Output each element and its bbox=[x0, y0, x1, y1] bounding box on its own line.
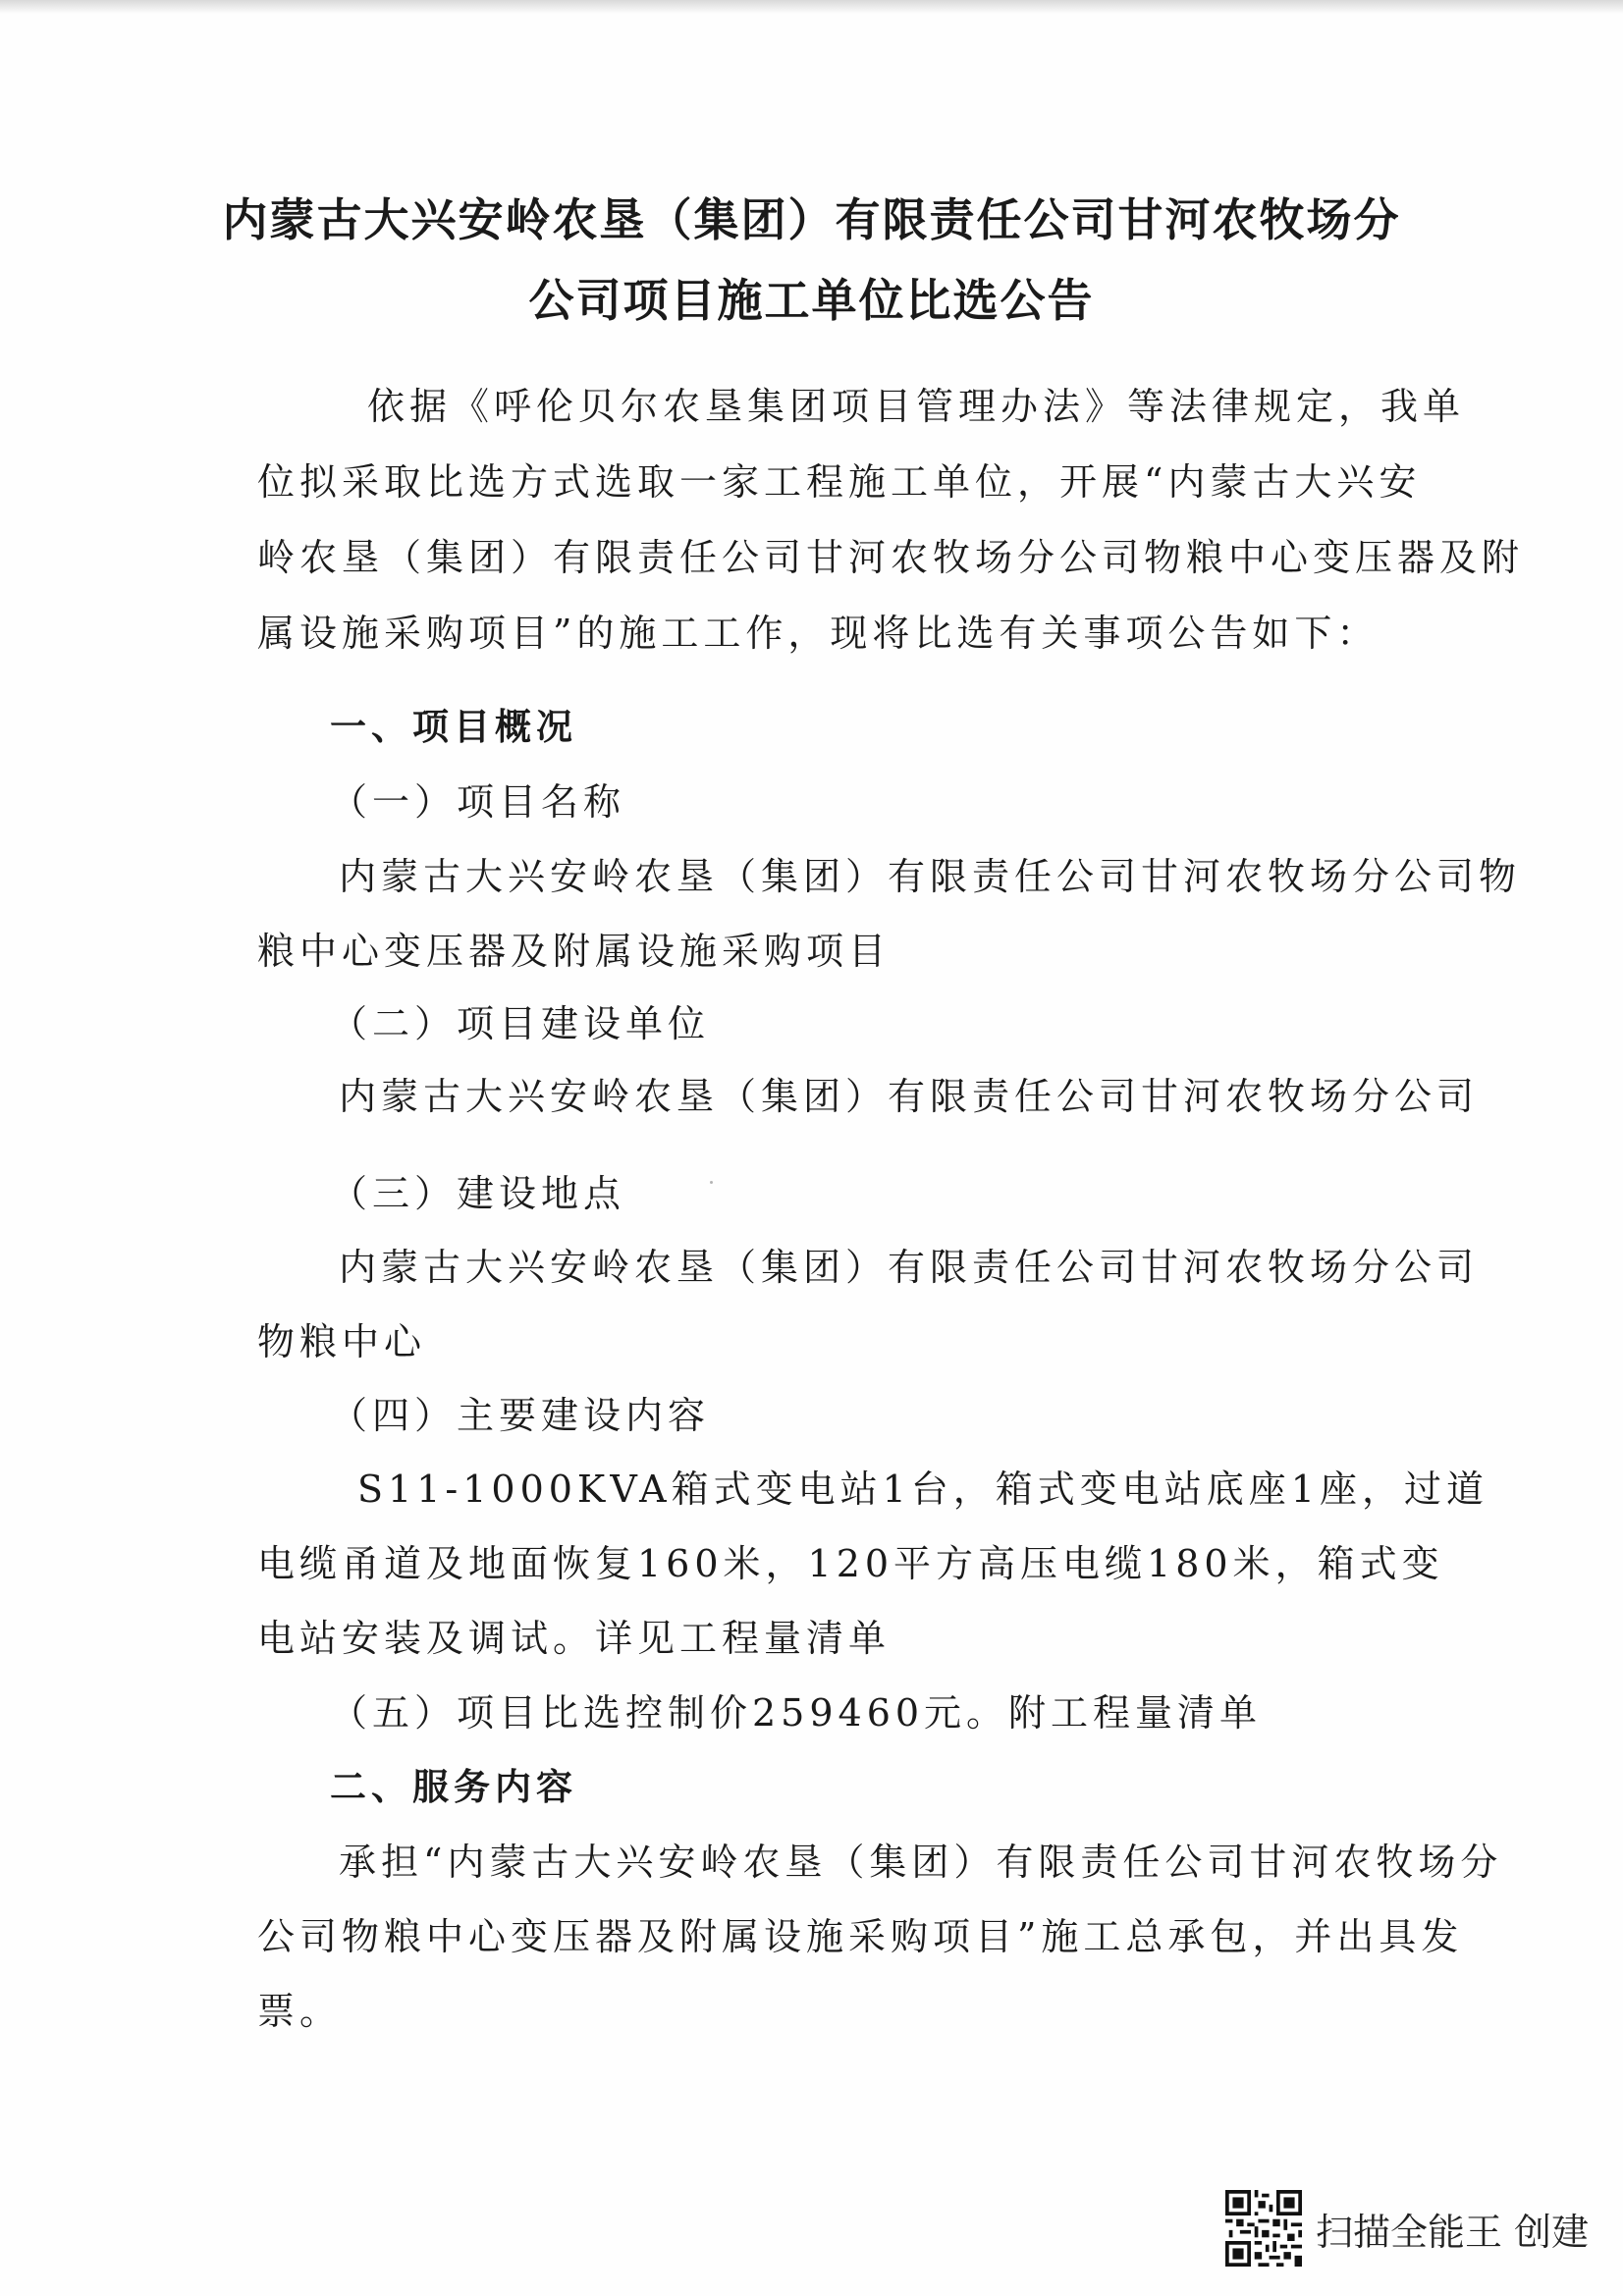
subsection-4-label: （四）主要建设内容 bbox=[330, 1394, 711, 1437]
section-2-text-2: 公司物粮中心变压器及附属设施采购项目”施工总承包，并出具发 bbox=[257, 1915, 1464, 1958]
scan-speck bbox=[710, 1181, 713, 1184]
qr-code-icon bbox=[1225, 2190, 1302, 2267]
section-2-text-1: 承担“内蒙古大兴安岭农垦（集团）有限责任公司甘河农牧场分 bbox=[339, 1841, 1503, 1884]
scanner-watermark-text: 扫描全能王 创建 bbox=[1316, 2210, 1590, 2254]
intro-line-4: 属设施采购项目”的施工工作，现将比选有关事项公告如下： bbox=[257, 612, 1380, 655]
intro-line-2: 位拟采取比选方式选取一家工程施工单位，开展“内蒙古大兴安 bbox=[257, 460, 1422, 504]
scan-edge bbox=[0, 0, 1623, 14]
subsection-4-text-2: 电缆甬道及地面恢复160米，120平方高压电缆180米，箱式变 bbox=[257, 1542, 1444, 1585]
document-title-line-1: 内蒙古大兴安岭农垦（集团）有限责任公司甘河农牧场分 bbox=[222, 193, 1401, 246]
subsection-1-text-2: 粮中心变压器及附属设施采购项目 bbox=[257, 930, 892, 973]
scanner-watermark bbox=[1225, 2187, 1589, 2269]
subsection-4-text-3: 电站安装及调试。详见工程量清单 bbox=[257, 1617, 892, 1660]
subsection-2-text: 内蒙古大兴安岭农垦（集团）有限责任公司甘河农牧场分公司 bbox=[339, 1075, 1480, 1118]
section-2-text-3: 票。 bbox=[257, 1990, 343, 2033]
subsection-4-text-1: S11-1000KVA箱式变电站1台，箱式变电站底座1座，过道 bbox=[357, 1468, 1488, 1511]
section-1-heading: 一、项目概况 bbox=[330, 706, 577, 748]
subsection-5-text: （五）项目比选控制价259460元。附工程量清单 bbox=[330, 1691, 1263, 1735]
subsection-3-text-2: 物粮中心 bbox=[257, 1320, 427, 1363]
section-2-heading: 二、服务内容 bbox=[330, 1766, 577, 1808]
subsection-2-label: （二）项目建设单位 bbox=[330, 1002, 711, 1045]
subsection-1-label: （一）项目名称 bbox=[330, 780, 626, 824]
subsection-1-text-1: 内蒙古大兴安岭农垦（集团）有限责任公司甘河农牧场分公司物 bbox=[339, 855, 1522, 898]
intro-line-1: 依据《呼伦贝尔农垦集团项目管理办法》等法律规定，我单 bbox=[367, 385, 1466, 428]
subsection-3-text-1: 内蒙古大兴安岭农垦（集团）有限责任公司甘河农牧场分公司 bbox=[339, 1246, 1480, 1289]
intro-line-3: 岭农垦（集团）有限责任公司甘河农牧场分公司物粮中心变压器及附 bbox=[257, 536, 1525, 579]
document-title-line-2: 公司项目施工单位比选公告 bbox=[528, 274, 1095, 327]
subsection-3-label: （三）建设地点 bbox=[330, 1172, 626, 1215]
